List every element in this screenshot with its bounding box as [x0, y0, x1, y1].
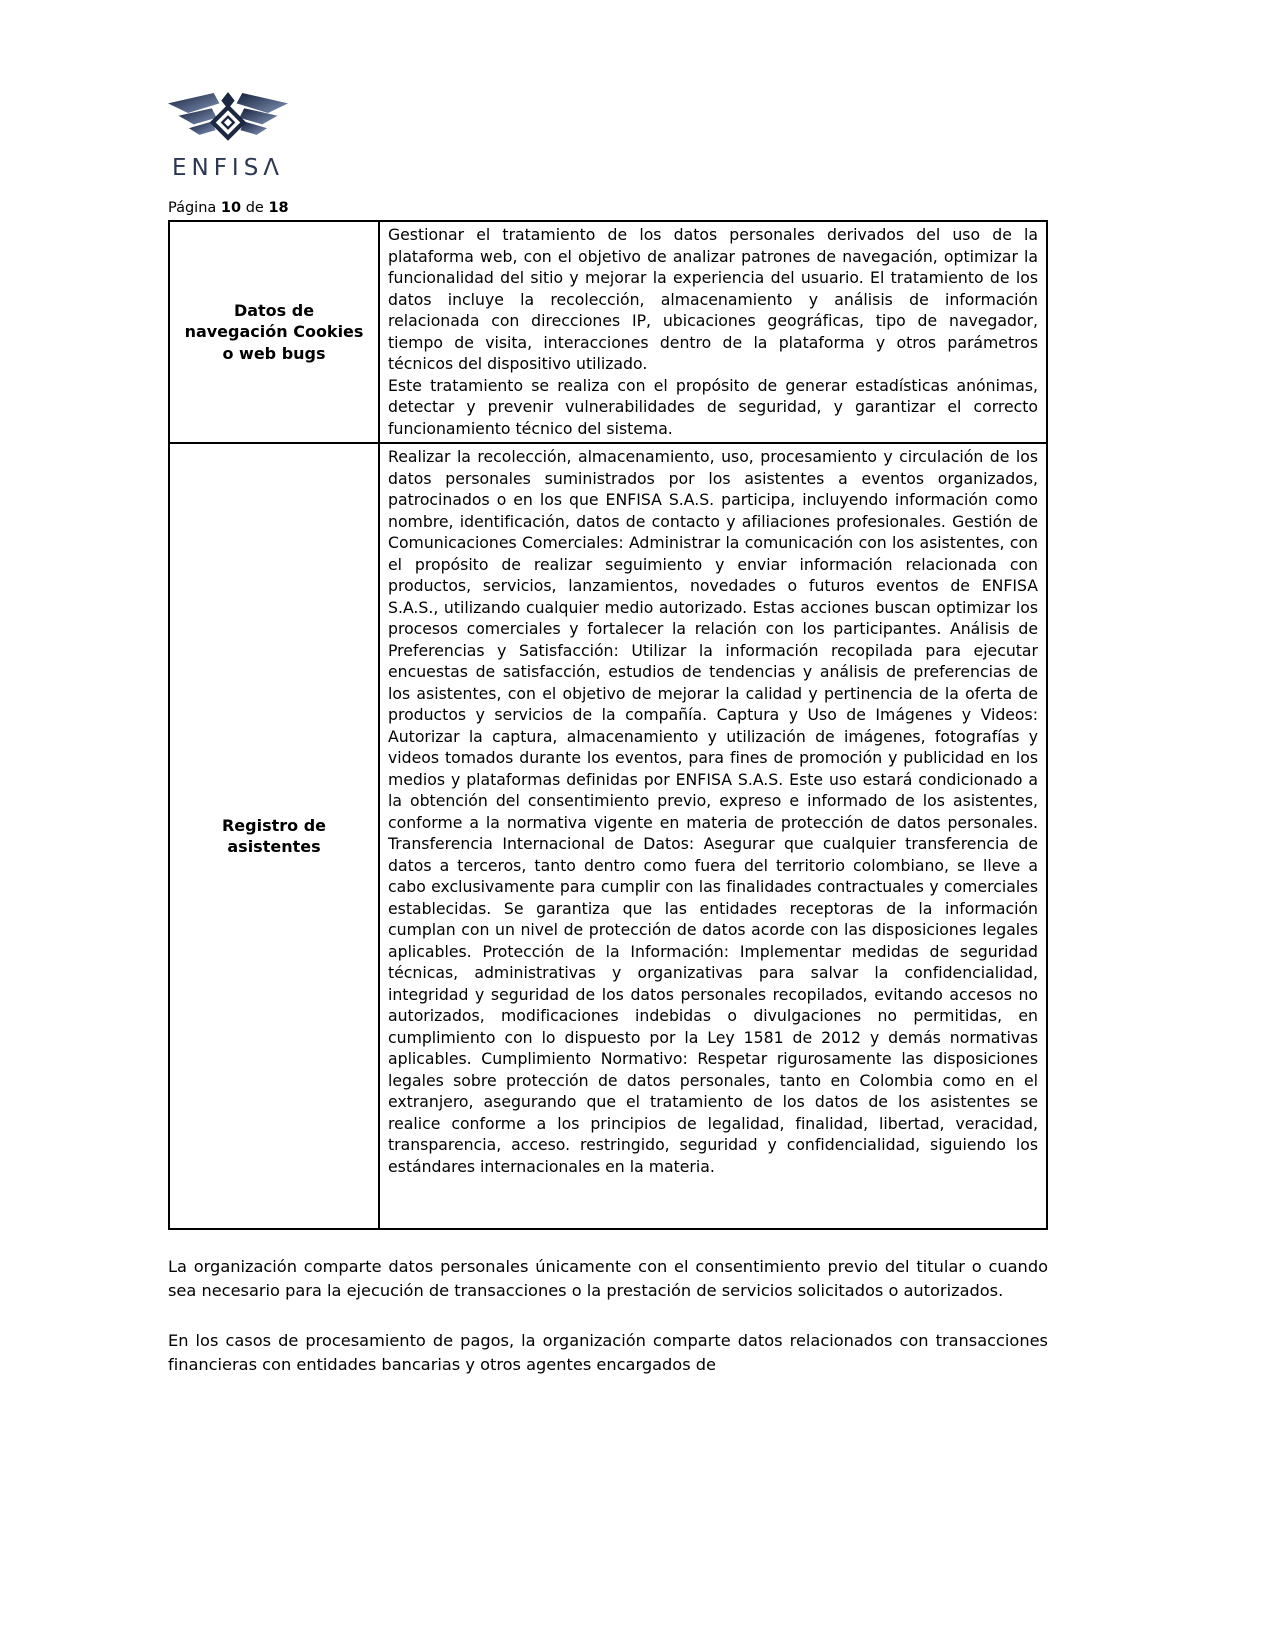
enfisa-logo: [168, 92, 298, 187]
row-content-navigation-data: [379, 221, 1047, 443]
pagination-separator: de: [241, 200, 269, 216]
enfisa-wings-icon: [168, 92, 288, 152]
cell-paragraph: Realizar la recolección, almacenamiento, uso, procesamiento y circulación de los datos personales suministrados por los asistentes a eventos organizados, patrocinados o en los que ENFISA S.A.S. participa, incluyendo información como nombre, identificación, datos de contacto y afiliaciones profesionales. Gestión de Comunicaciones Comerciales: Administrar la comunicación con los asistentes, con el propósito de realizar seguimiento y enviar información relacionada con productos, servicios, lanzamientos, novedades o futuros eventos de ENFISA S.A.S., utilizando cualquier medio autorizado. Estas acciones buscan optimizar los procesos comerciales y fortalecer la relación con los participantes. Análisis de Preferencias y Satisfacción: Utilizar la información recopilada para ejecutar encuestas de satisfacción, estudios de tendencias y análisis de preferencias de los asistentes, con el objetivo de mejorar la calidad y pertinencia de la oferta de productos y servicios de la compañía. Captura y Uso de Imágenes y Videos: Autorizar la captura, almacenamiento y utilización de imágenes, fotografías y videos tomados durante los eventos, para fines de promoción y publicidad en los medios y plataformas definidas por ENFISA S.A.S. Este uso estará condicionado a la obtención del consentimiento previo, expreso e informado de los asistentes, conforme a la normativa vigente en materia de protección de datos personales. Transferencia Internacional de Datos: Asegurar que cualquier transferencia de datos a terceros, tanto dentro como fuera del territorio colombiano, se lleve a cabo exclusivamente para cumplir con las finalidades contractuales y comerciales establecidas. Se garantiza que las entidades receptoras de la información cumplan con un nivel de protección de datos acorde con las disposiciones legales aplicables. Protección de la Información: Implementar medidas de seguridad técnicas, administrativas y organizativas para salvar la confidencialidad, integridad y seguridad de los datos personales recopilados, evitando accesos no autorizados, modificaciones indebidas o divulgaciones no permitidas, en cumplimiento con lo dispuesto por la Ley 1581 de 2012 y demás normativas aplicables. Cumplimiento Normativo: Respetar rigurosamente las disposiciones legales sobre protección de datos personales, tanto en Colombia como en el extranjero, asegurando que el tratamiento de los datos de los asistentes se realice conforme a los principios de legalidad, finalidad, libertad, veracidad, transparencia, acceso. restringido, seguridad y confidencialidad, siguiendo los estándares internacionales en la materia.: [388, 447, 1038, 1176]
page-number: [168, 200, 1048, 217]
row-header-attendee-registration: Registro de asistentes: [169, 443, 379, 1229]
body-paragraph-payments: En los casos de procesamiento de pagos, la organización comparte datos relacionados con transacciones financieras con entidades bancarias y otros agentes encargados de: [168, 1330, 1048, 1374]
row-content-attendee-registration: [379, 443, 1047, 1229]
row-header-navigation-data: Datos de navegación Cookies o web bugs: [169, 221, 379, 443]
data-purposes-table: [168, 220, 1048, 1230]
cell-paragraph: Gestionar el tratamiento de los datos personales derivados del uso de la plataforma web, con el objetivo de analizar patrones de navegación, optimizar la funcionalidad del sitio y mejorar la experiencia del usuario. El tratamiento de los datos incluye la recolección, almacenamiento y análisis de información relacionada con direcciones IP, ubicaciones geográficas, tipo de navegador, tiempo de visita, interacciones dentro de la plataforma y otros parámetros técnicos del dispositivo utilizado.: [388, 225, 1038, 373]
pagination-prefix: Página: [168, 200, 221, 216]
cell-paragraph: Este tratamiento se realiza con el propósito de generar estadísticas anónimas, detectar y prevenir vulnerabilidades de seguridad, y garantizar el correcto funcionamiento técnico del sistema.: [388, 375, 1038, 438]
pagination-current: 10: [220, 200, 242, 216]
table-row-navigation-data: [169, 221, 1047, 443]
body-paragraph-data-sharing: La organización comparte datos personales únicamente con el consentimiento previo del titular o cuando sea necesario para la ejecución de transacciones o la prestación de servicios solicitados o autorizados.: [168, 1257, 1048, 1301]
enfisa-logo-wordmark: ENFISΛ: [171, 155, 285, 181]
table-row-attendee-registration: [169, 443, 1047, 1229]
pagination-total: 18: [268, 200, 289, 216]
